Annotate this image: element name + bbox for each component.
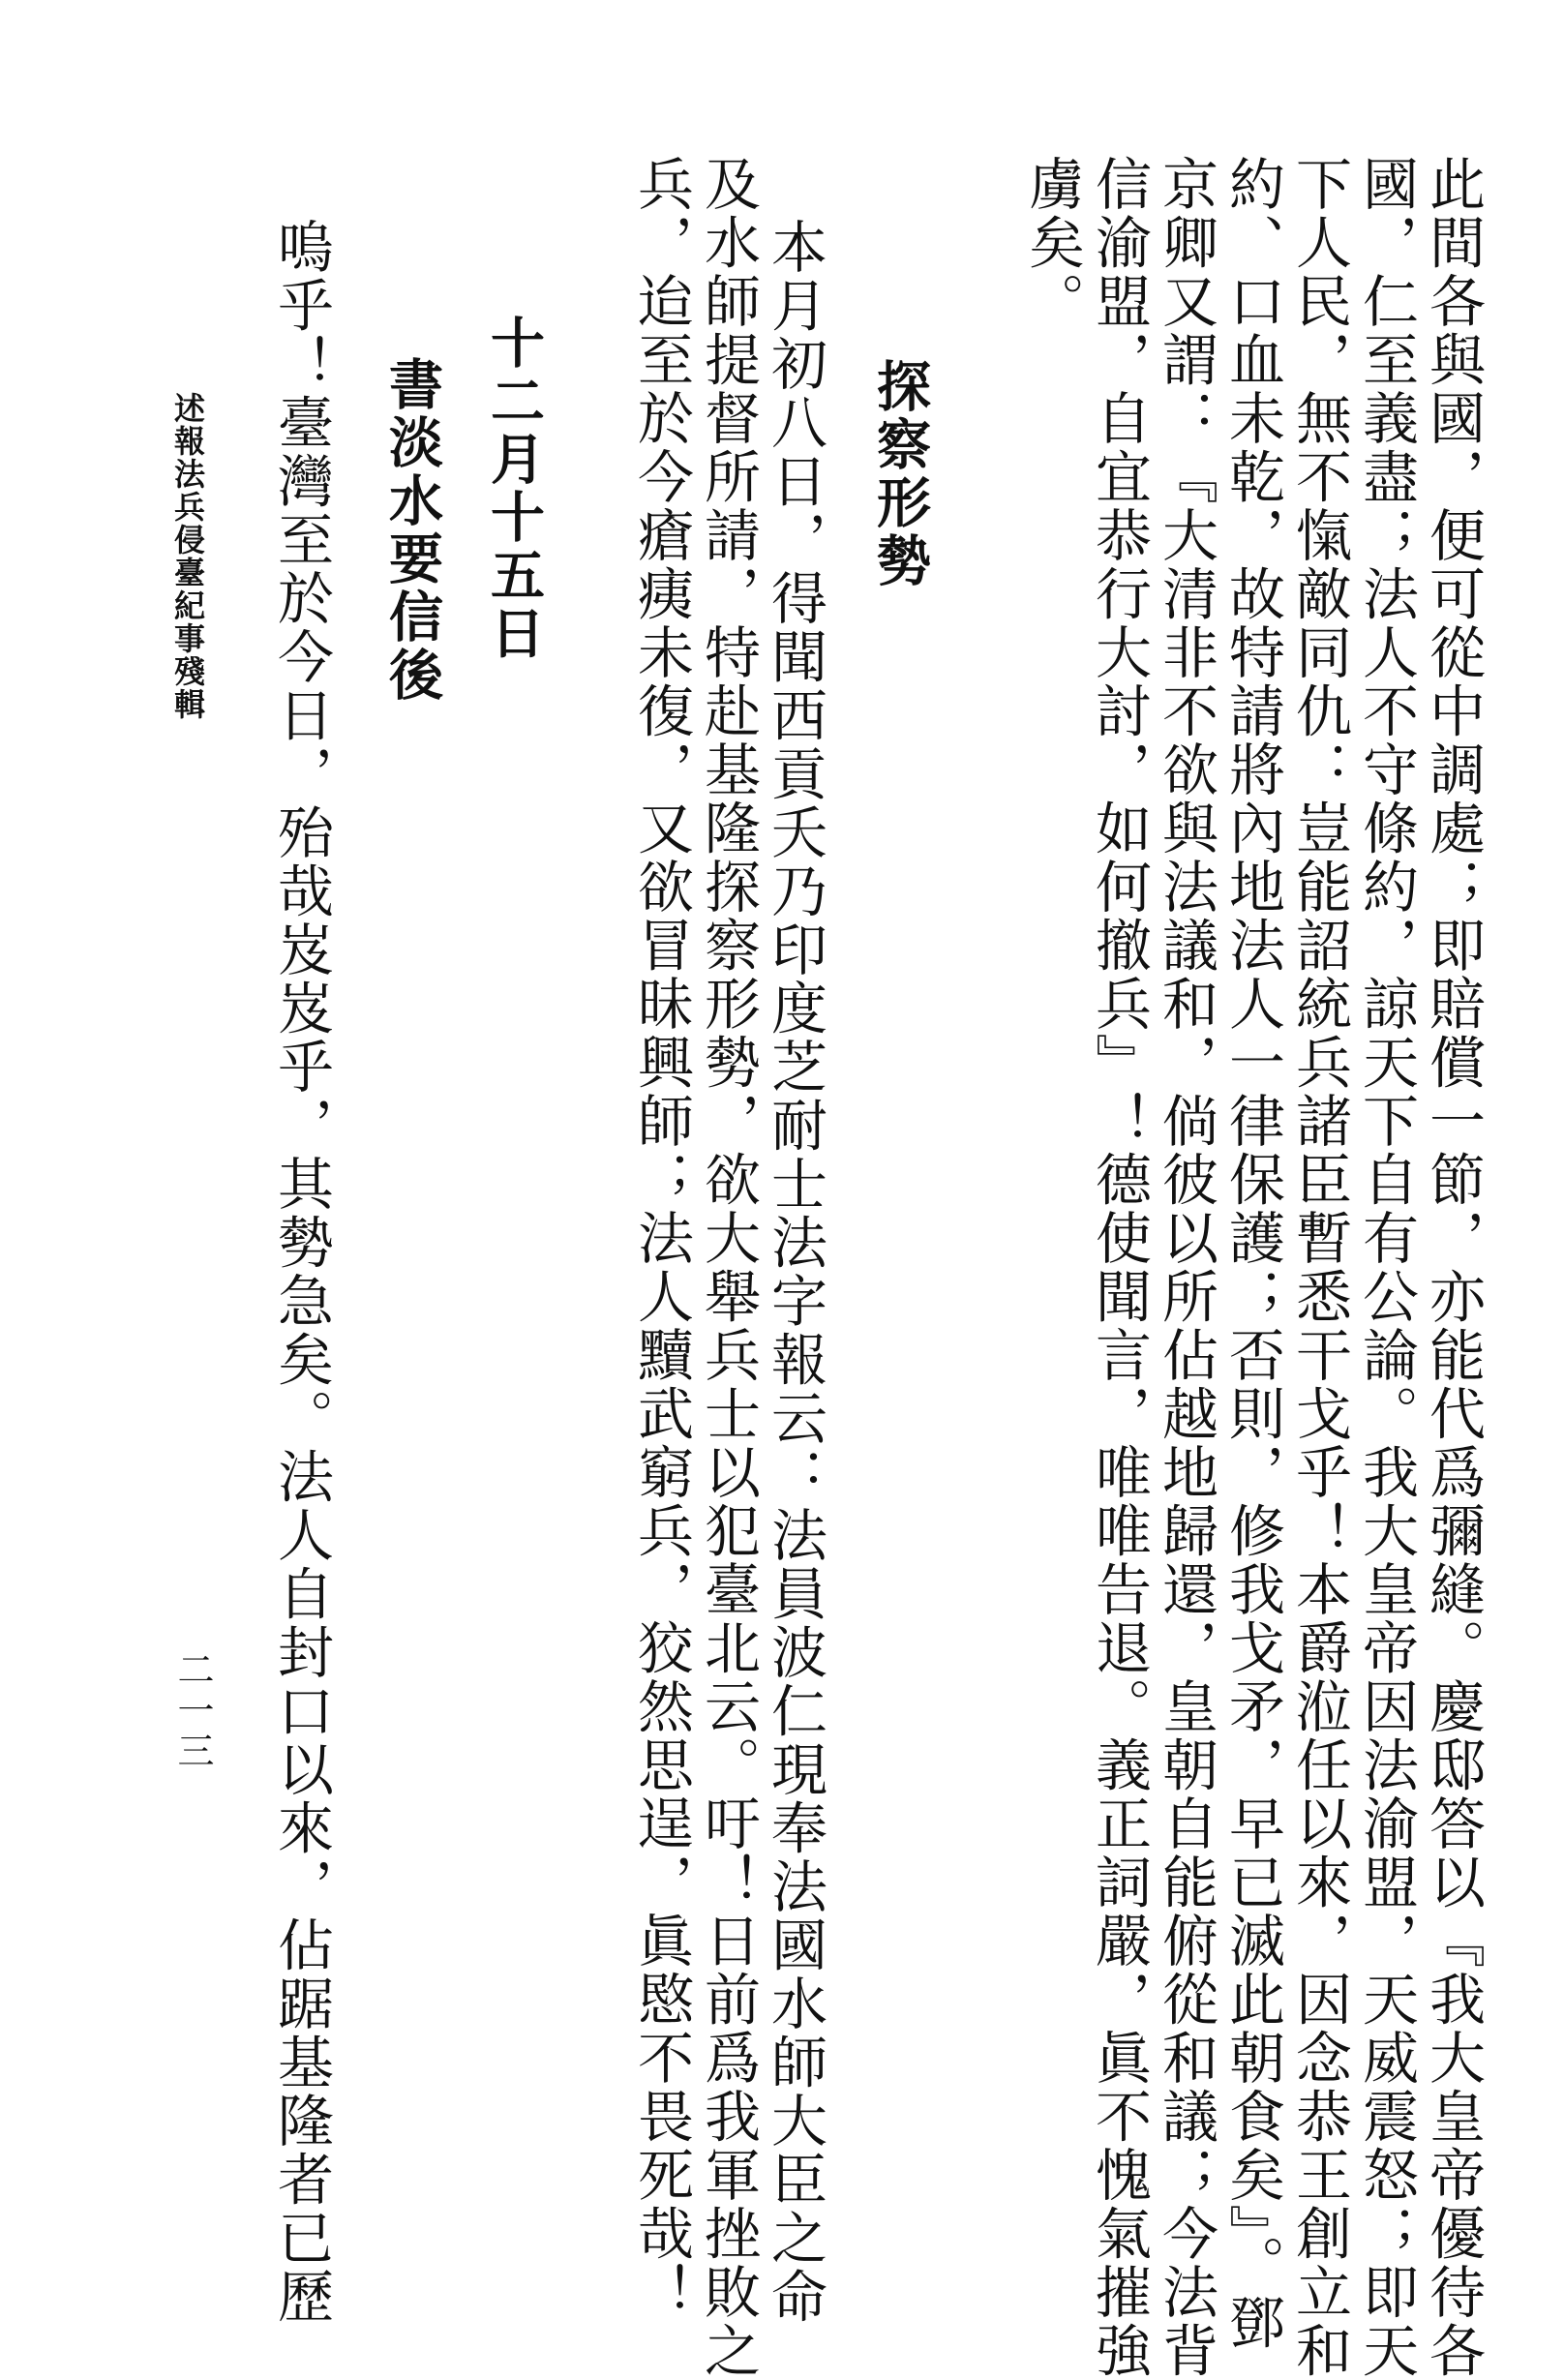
page-number: 二一三 <box>171 1650 214 1772</box>
text-column: 虜矣。 <box>1019 155 1085 331</box>
section-heading: 探察形勢 <box>868 358 931 590</box>
text-column: 下人民，無不愾敵同仇：豈能詔統兵諸臣暫悉干戈乎！本爵涖任以來，因念恭王創立和 <box>1286 155 1352 2380</box>
text-column: 本月初八日，得聞西貢夭乃印度芝耐士法字報云：法員波仁現奉法國水師大臣之命 <box>762 218 827 2326</box>
text-column: 及水師提督所請，特赴基隆探察形勢，欲大舉兵士以犯臺北云。吁！日前爲我軍挫敗之 <box>695 155 761 2380</box>
section-heading: 書淡水要信後 <box>380 356 443 705</box>
text-column: 兵，迨至於今瘡痍未復，又欲冒昧興師；法人黷武窮兵，狡然思逞，眞愍不畏死哉！ <box>628 155 694 2322</box>
text-column: 此間各與國，便可從中調處；即賠償一節，亦能代爲彌縫。慶邸答以『我大皇帝優待各 <box>1420 155 1486 2380</box>
text-column: 京卿又謂：『大清非不欲與法議和，倘彼以所佔越地歸還，皇朝自能俯從和議；今法背 <box>1153 155 1218 2380</box>
text-column: 國，仁至義盡；法人不守條約，諒天下自有公論。我大皇帝因法渝盟，天威震怒；即天 <box>1353 155 1419 2380</box>
text-column: 嗚乎！臺灣至於今日，殆哉岌岌乎，其勢急矣。法人自封口以來，佔踞基隆者已歷 <box>268 218 334 2326</box>
date-heading: 十二月十五日 <box>482 315 545 663</box>
running-head: 述報法兵侵臺紀事殘輯 <box>169 392 206 721</box>
text-column: 信渝盟，自宜恭行大討，如何撤兵』！德使聞言，唯唯告退。義正詞嚴，眞不愧氣摧強 <box>1086 155 1152 2380</box>
text-column: 約、口血未乾，故特請將內地法人一律保護；否則，修我戈矛，早已滅此朝食矣』。鄧 <box>1219 155 1285 2352</box>
